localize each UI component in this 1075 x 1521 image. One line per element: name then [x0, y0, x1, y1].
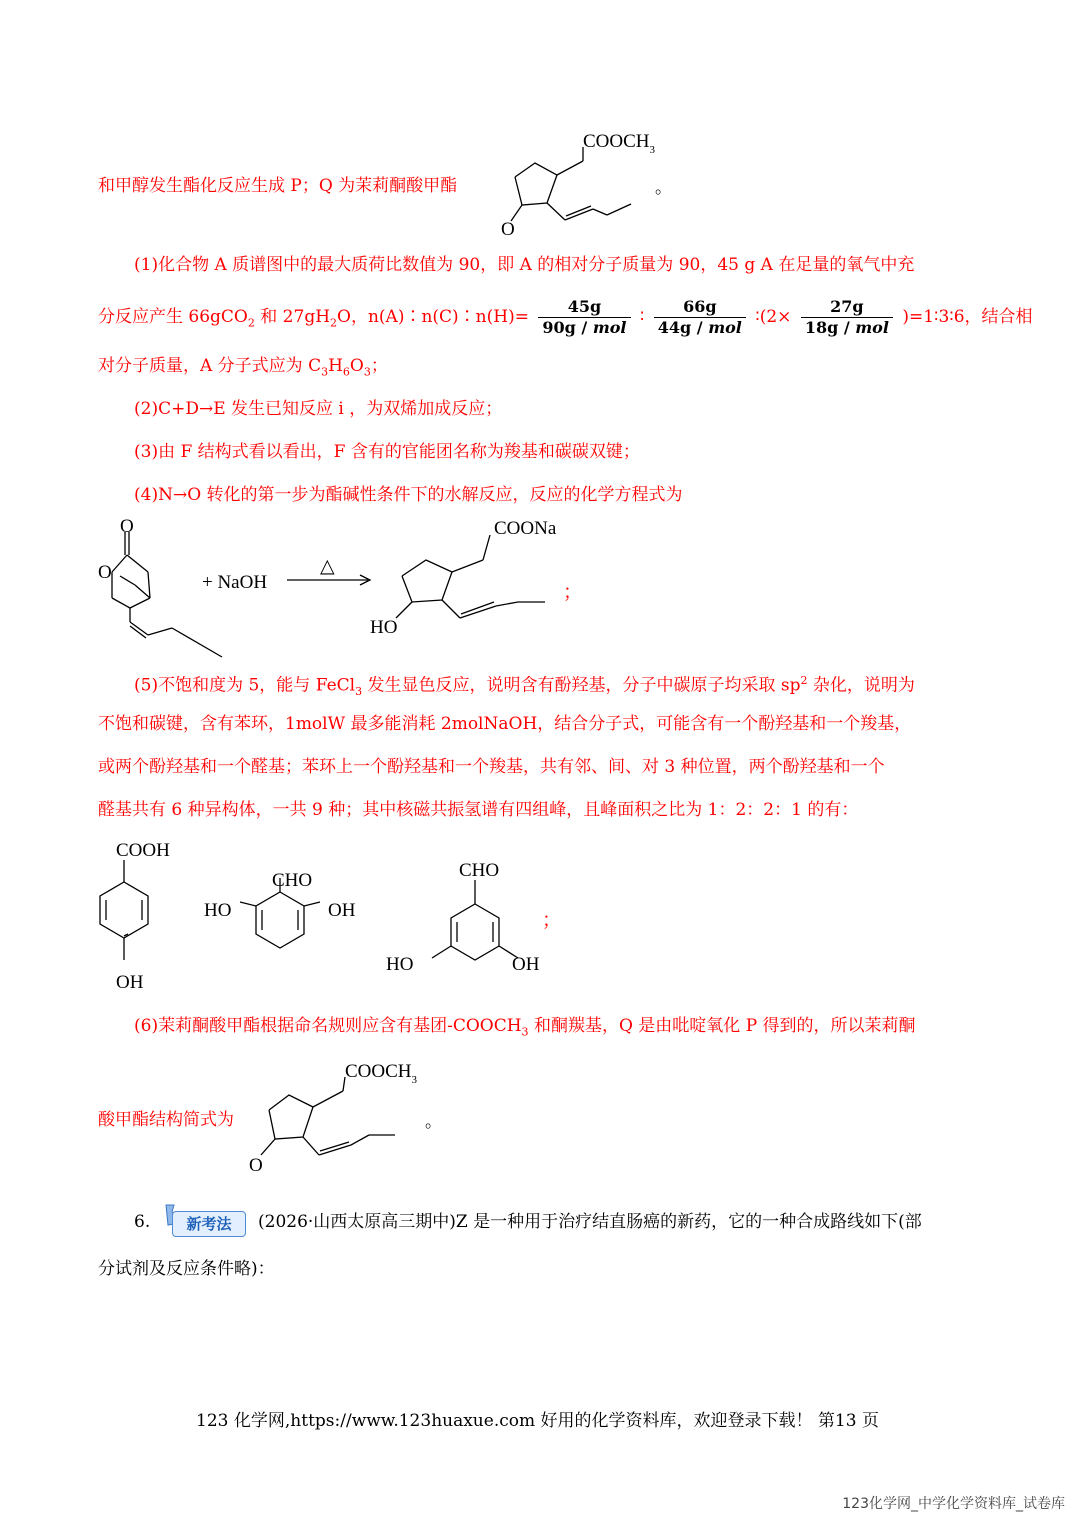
- page-footer: 123 化学网,https://www.123huaxue.com 好用的化学资料库，欢迎登录下载！ 第13 页: [196, 1411, 879, 1431]
- struct-bottom-coo-label: $COOCH_3$: [345, 1061, 418, 1086]
- s1-line1: (1)化合物 A 质谱图中的最大质荷比数值为 90，即 A 的相对分子质量为 90，45 g A 在足量的氧气中充: [134, 255, 915, 275]
- isomer-b-cho-label: CHO: [272, 870, 313, 891]
- intro-period: 。: [655, 178, 672, 198]
- isomer-structures: [90, 832, 570, 1006]
- fraction-45-90: $\frac{45g}{\text{90g / mol}}$: [538, 297, 630, 338]
- corner-watermark: 123化学网_中学化学资料库_试卷库: [842, 1496, 1065, 1512]
- s6-line1: (6)茉莉酮酸甲酯根据命名规则应含有基团$-COOCH_3$ 和酮羰基，Q 是由吡啶氧化 P 得到的，所以茉莉酮: [134, 1016, 916, 1039]
- plus-naoh-label: + NaOH: [202, 572, 268, 593]
- struct-top-coo-label: $COOCH_3$: [583, 131, 656, 156]
- product-coona-label: COONa: [494, 518, 557, 539]
- isomer-end-mark: ；: [542, 910, 562, 931]
- struct-bottom-o-label: O: [249, 1155, 263, 1176]
- new-method-badge: 新考法: [160, 1203, 246, 1237]
- methyl-jasmonate-structure-top: [495, 125, 675, 244]
- q6-number: 6.: [134, 1212, 151, 1232]
- product-ho-label: HO: [370, 617, 398, 638]
- s3-text: (3)由 F 结构式看以看出，F 含有的官能团名称为羧基和碳碳双键；: [134, 442, 640, 462]
- s6-line2: 酸甲酯结构简式为: [98, 1110, 234, 1130]
- isomer-a-cooh-label: COOH: [116, 840, 170, 861]
- reaction-equation: [90, 510, 590, 664]
- s1-line2: 分反应产生 66gCO$_2$ 和 $27gH_2O$，n(A)∶n(C)∶n(H)= $\frac{45g}{\text{90g / mol}}$ ∶ $\frac{66g}{\text{44g / mol}}$ ∶(2× $\frac{27g}{\text{18g / mol}}$ )=1∶3∶6，结合相: [98, 297, 1033, 337]
- s5-line2: 不饱和碳键，含有苯环，1molW 最多能消耗 2molNaOH，结合分子式，可能含有一个酚羟基和一个羧基，: [98, 714, 912, 734]
- q6-text-line2: 分试剂及反应条件略)：: [98, 1259, 275, 1279]
- reactant-o-label: O: [120, 516, 134, 537]
- intro-text: 和甲醇发生酯化反应生成 P；Q 为茉莉酮酸甲酯: [98, 176, 458, 196]
- s1-line3: 对分子质量，A 分子式应为 $C_3H_6O_3$；: [98, 356, 388, 379]
- reactant-ring-o-label: O: [98, 562, 112, 583]
- isomer-b-oh-label: OH: [328, 900, 356, 921]
- isomer-a-oh-label: OH: [116, 972, 144, 993]
- methyl-jasmonate-structure-bottom: [245, 1055, 435, 1179]
- struct-top-o-label: O: [501, 219, 515, 240]
- q6-text-line1: (2026·山西太原高三期中)Z 是一种用于治疗结直肠癌的新药，它的一种合成路线如下(部: [258, 1212, 922, 1232]
- s6-period: 。: [425, 1112, 442, 1132]
- isomer-b-ho-label: HO: [204, 900, 232, 921]
- fraction-27-18: $\frac{27g}{\text{18g / mol}}$: [801, 297, 893, 338]
- s5-line4: 醛基共有 6 种异构体，一共 9 种；其中核磁共振氢谱有四组峰，且峰面积之比为 1：2：2：1 的有：: [98, 800, 859, 820]
- fraction-66-44: $\frac{66g}{\text{44g / mol}}$: [654, 297, 746, 338]
- isomer-c-ho-label: HO: [386, 954, 414, 975]
- heat-condition-label: △: [320, 556, 335, 577]
- isomer-c-cho-label: CHO: [459, 860, 500, 881]
- reaction-end-mark: ；: [563, 582, 583, 603]
- s5-line3: 或两个酚羟基和一个醛基；苯环上一个酚羟基和一个羧基，共有邻、间、对 3 种位置，两个酚羟基和一个: [98, 757, 885, 777]
- isomer-c-oh-label: OH: [512, 954, 540, 975]
- s2-text: (2)C+D→E 发生已知反应 i ，为双烯加成反应；: [134, 399, 503, 419]
- s4-text: (4)N→O 转化的第一步为酯碱性条件下的水解反应，反应的化学方程式为: [134, 485, 683, 505]
- s5-line1: (5)不饱和度为 5，能与 FeCl$_3$ 发生显色反应，说明含有酚羟基，分子中碳原子均采取 $sp^2$ 杂化，说明为: [134, 674, 915, 699]
